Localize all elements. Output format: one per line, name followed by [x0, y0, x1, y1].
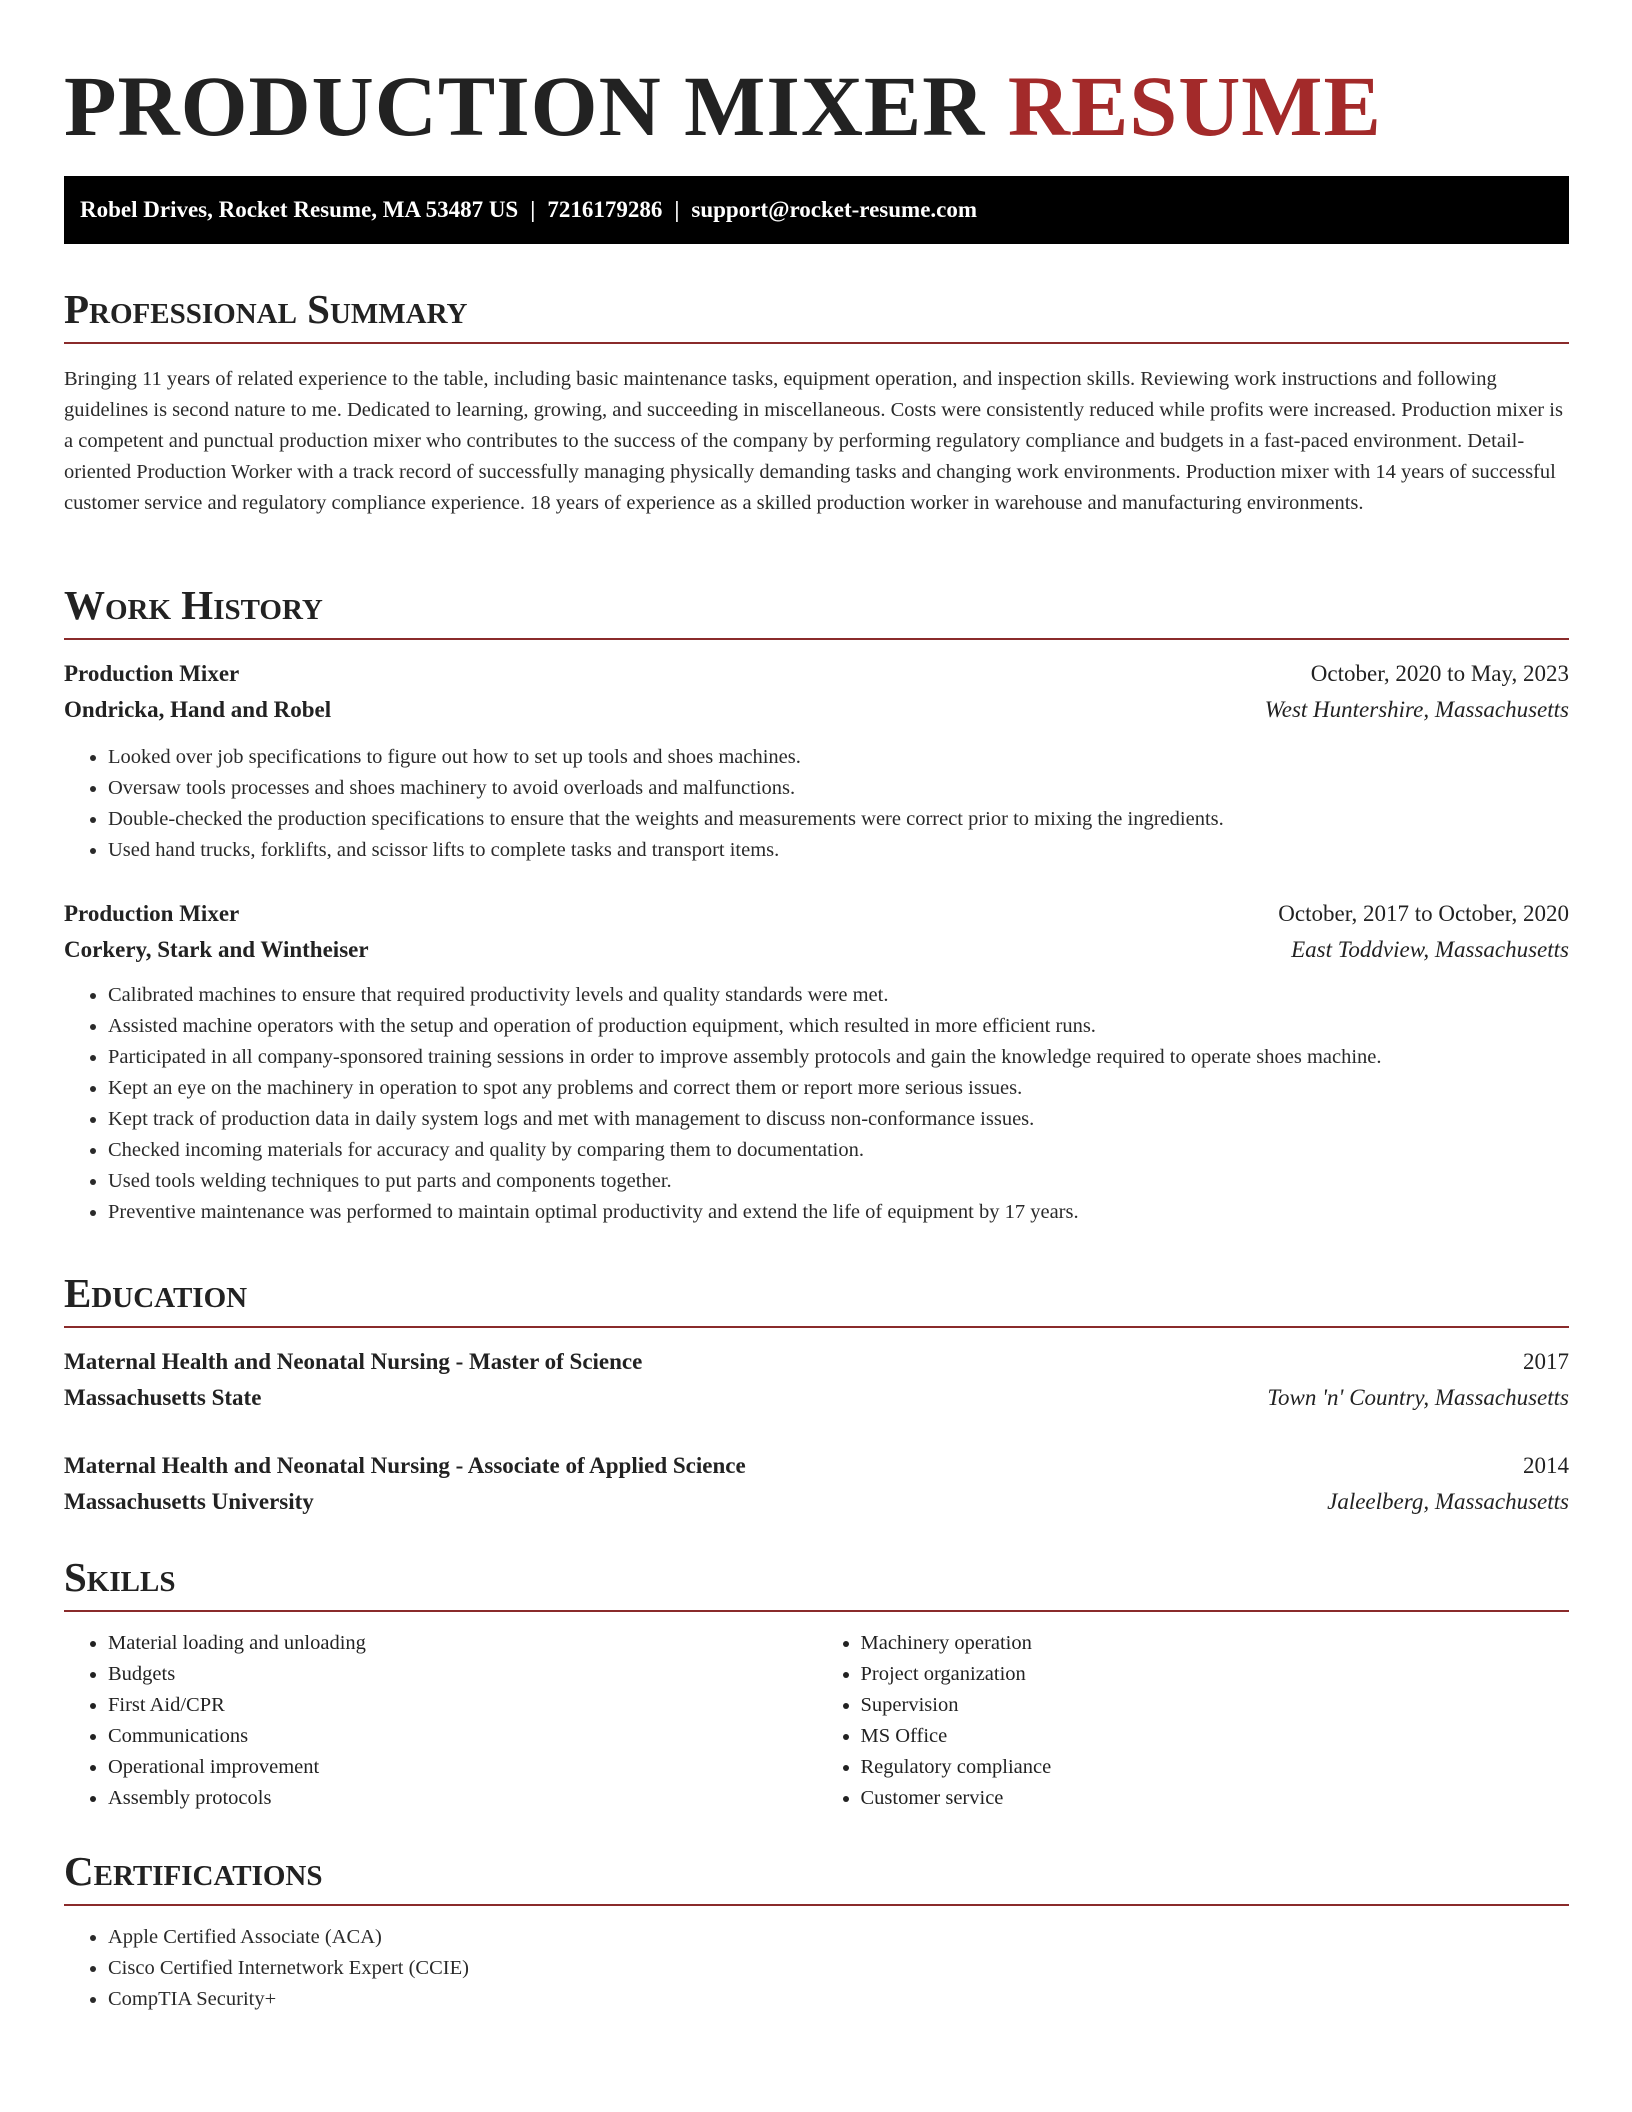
- list-item: • Regulatory compliance: [861, 1752, 1570, 1783]
- education-year: 2017: [1523, 1349, 1569, 1374]
- list-item: • Participated in all company-sponsored training sessions in order to improve assembly protocols and gain the knowledge required to operate shoes machine.: [108, 1042, 1569, 1073]
- title-accent: RESUME: [1007, 58, 1382, 154]
- skills-list-left: [64, 1628, 817, 1814]
- skills-section: [64, 1552, 1569, 1814]
- list-item: • Machinery operation: [861, 1628, 1570, 1659]
- list-item: • Customer service: [861, 1783, 1570, 1814]
- job-bullets: [64, 742, 1569, 866]
- list-item: • Assembly protocols: [108, 1783, 817, 1814]
- summary-heading: Professional Summary: [64, 284, 1569, 344]
- education-school-row: [64, 1380, 1569, 1416]
- education-degree: Maternal Health and Neonatal Nursing - Associate of Applied Science: [64, 1453, 746, 1478]
- list-item: • Supervision: [861, 1690, 1570, 1721]
- list-item: • Project organization: [861, 1659, 1570, 1690]
- job-dates: October, 2020 to May, 2023: [1310, 661, 1569, 686]
- education-entry: [64, 1344, 1569, 1416]
- job-company-row: [64, 932, 1569, 968]
- title-main: PRODUCTION MIXER: [64, 58, 986, 154]
- list-item: • Cisco Certified Internetwork Expert (CCIE): [108, 1953, 1569, 1984]
- education-header-row: [64, 1344, 1569, 1380]
- list-item: • Calibrated machines to ensure that required productivity levels and quality standards were met.: [108, 980, 1569, 1011]
- education-header-row: [64, 1448, 1569, 1484]
- list-item: • MS Office: [861, 1721, 1570, 1752]
- contact-email: support@rocket-resume.com: [691, 197, 978, 222]
- job-company: Corkery, Stark and Wintheiser: [64, 937, 369, 962]
- contact-address: Robel Drives, Rocket Resume, MA 53487 US: [80, 197, 519, 222]
- education-section: [64, 1268, 1569, 1520]
- education-school-row: [64, 1484, 1569, 1520]
- education-school: Massachusetts State: [64, 1385, 262, 1410]
- education-degree: Maternal Health and Neonatal Nursing - Master of Science: [64, 1349, 643, 1374]
- skills-heading: Skills: [64, 1552, 1569, 1612]
- contact-phone: 7216179286: [547, 197, 663, 222]
- list-item: • Double-checked the production specifications to ensure that the weights and measurements were correct prior to mixing the ingredients.: [108, 804, 1569, 835]
- job-entry: [64, 896, 1569, 1228]
- list-item: • Oversaw tools processes and shoes machinery to avoid overloads and malfunctions.: [108, 773, 1569, 804]
- job-title: Production Mixer: [64, 901, 240, 926]
- contact-bar: [64, 176, 1569, 244]
- job-bullets: [64, 980, 1569, 1228]
- job-dates: October, 2017 to October, 2020: [1278, 901, 1569, 926]
- certifications-heading: Certifications: [64, 1846, 1569, 1906]
- list-item: • CompTIA Security+: [108, 1984, 1569, 2015]
- education-location: Jaleelberg, Massachusetts: [1327, 1489, 1569, 1514]
- list-item: • Used hand trucks, forklifts, and scissor lifts to complete tasks and transport items.: [108, 835, 1569, 866]
- list-item: • Kept track of production data in daily system logs and met with management to discuss non-conformance issues.: [108, 1104, 1569, 1135]
- resume-title: [64, 56, 1569, 156]
- education-entry: [64, 1448, 1569, 1520]
- job-company-row: [64, 692, 1569, 728]
- list-item: • Looked over job specifications to figure out how to set up tools and shoes machines.: [108, 742, 1569, 773]
- job-company: Ondricka, Hand and Robel: [64, 697, 332, 722]
- list-item: • Operational improvement: [108, 1752, 817, 1783]
- contact-separator: |: [530, 197, 536, 222]
- list-item: • Kept an eye on the machinery in operation to spot any problems and correct them or report more serious issues.: [108, 1073, 1569, 1104]
- contact-separator: |: [674, 197, 680, 222]
- job-location: West Huntershire, Massachusetts: [1264, 697, 1569, 722]
- resume-page: [64, 0, 1569, 2010]
- skills-list-right: [817, 1628, 1570, 1814]
- education-school: Massachusetts University: [64, 1489, 314, 1514]
- certifications-list: [64, 1922, 1569, 2015]
- list-item: • Used tools welding techniques to put parts and components together.: [108, 1166, 1569, 1197]
- education-year: 2014: [1523, 1453, 1569, 1478]
- work-history-heading: Work History: [64, 580, 1569, 640]
- list-item: • Budgets: [108, 1659, 817, 1690]
- education-location: Town 'n' Country, Massachusetts: [1267, 1385, 1569, 1410]
- job-entry: [64, 656, 1569, 866]
- summary-text: Bringing 11 years of related experience to the table, including basic maintenance tasks, equipment operation, and inspection skills. Reviewing work instructions and following guidelines is second nature to me. Dedicated to learning, growing, and succeeding in miscellaneous. Costs were consistently reduced while profits were increased. Production mixer is a competent and punctual production mixer who contributes to the success of the company by performing regulatory compliance and budgets in a fast-paced environment. Detail-oriented Production Worker with a track record of successfully managing physically demanding tasks and changing work environments. Production mixer with 14 years of successful customer service and regulatory compliance experience. 18 years of experience as a skilled production worker in warehouse and manufacturing environments.: [64, 368, 1563, 514]
- list-item: • Checked incoming materials for accuracy and quality by comparing them to documentation.: [108, 1135, 1569, 1166]
- list-item: • Preventive maintenance was performed to maintain optimal productivity and extend the life of equipment by 17 years.: [108, 1197, 1569, 1228]
- list-item: • Assisted machine operators with the setup and operation of production equipment, which resulted in more efficient runs.: [108, 1011, 1569, 1042]
- certifications-section: [64, 1846, 1569, 2015]
- job-location: East Toddview, Massachusetts: [1291, 937, 1569, 962]
- list-item: • Apple Certified Associate (ACA): [108, 1922, 1569, 1953]
- list-item: • Material loading and unloading: [108, 1628, 817, 1659]
- list-item: • First Aid/CPR: [108, 1690, 817, 1721]
- work-history-section: [64, 580, 1569, 1228]
- summary-section: [64, 284, 1569, 519]
- education-heading: Education: [64, 1268, 1569, 1328]
- job-header-row: [64, 896, 1569, 932]
- job-header-row: [64, 656, 1569, 692]
- job-title: Production Mixer: [64, 661, 240, 686]
- list-item: • Communications: [108, 1721, 817, 1752]
- skills-columns: [64, 1628, 1569, 1814]
